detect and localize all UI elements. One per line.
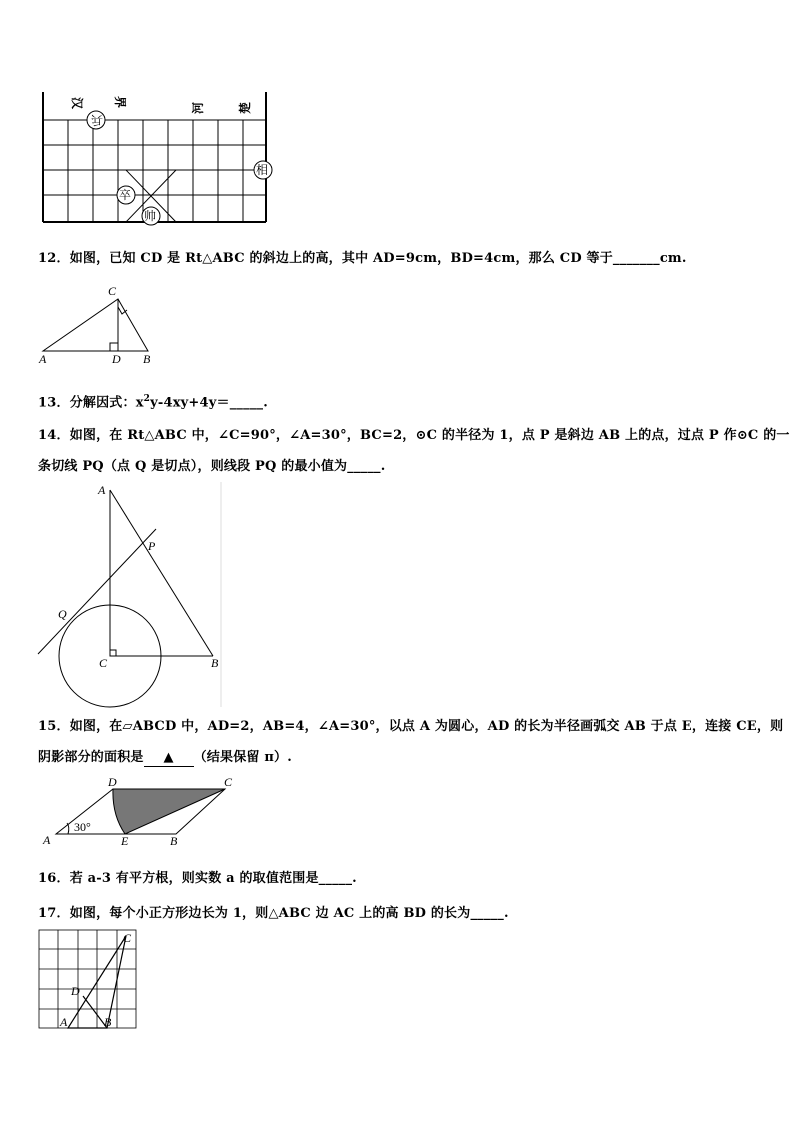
question-14-line2: 条切线 PQ（点 Q 是切点），则线段 PQ 的最小值为_____. (38, 459, 386, 474)
q15-line2-pre: 阴影部分的面积是 (38, 750, 144, 765)
svg-text:兵: 兵 (90, 113, 103, 127)
river-char-chu: 楚 (238, 101, 252, 114)
q13-text-post: y-4xy+4y＝_____. (150, 395, 268, 411)
q14-label-B: B (211, 656, 219, 670)
q15-label-D: D (108, 775, 117, 789)
q15-parallelogram-figure (38, 775, 238, 850)
q17-label-D: D (71, 984, 80, 998)
piece-zu (117, 186, 135, 204)
q13-text-pre: 13．分解因式：x (38, 395, 144, 411)
svg-text:帅: 帅 (144, 209, 157, 223)
q17-label-A: A (60, 1015, 68, 1029)
question-14-line1: 14．如图，在 Rt△ABC 中，∠C=90°，∠A=30°，BC=2，⊙C 的半径为 1，点 P 是斜边 AB 上的点，过点 P 作⊙C 的一 (38, 428, 790, 443)
q14-label-C: C (99, 656, 108, 670)
river-char-han: 汉 (70, 97, 84, 110)
q17-label-C: C (123, 931, 132, 945)
q15-answer-blank[interactable]: ▲ (144, 750, 194, 767)
q12-triangle-figure (38, 283, 158, 365)
q15-label-E: E (121, 834, 129, 848)
piece-shuai (142, 207, 160, 225)
piece-xiang (254, 161, 272, 179)
question-13 (38, 391, 268, 411)
svg-text:相: 相 (256, 163, 269, 177)
q12-label-D: D (112, 352, 121, 366)
q14-label-Q: Q (58, 607, 67, 621)
q15-label-B: B (170, 834, 178, 848)
question-15-line1: 15．如图，在▱ABCD 中，AD=2，AB=4，∠A=30°，以点 A 为圆心，AD 的长为半径画弧交 AB 于点 E，连接 CE，则 (38, 719, 784, 734)
q17-label-B: B (104, 1015, 112, 1029)
q12-label-C: C (108, 284, 117, 298)
q15-label-A: A (43, 833, 51, 847)
river-char-he: 河 (191, 101, 205, 114)
question-17: 17．如图，每个小正方形边长为 1，则△ABC 边 AC 上的高 BD 的长为_____. (38, 906, 509, 921)
chess-board-figure (38, 92, 278, 227)
q14-circle-figure (38, 482, 223, 707)
q15-line2-post: （结果保留 π）. (193, 750, 292, 765)
question-12: 12．如图，已知 CD 是 Rt△ABC 的斜边上的高，其中 AD=9cm，BD=4cm，那么 CD 等于_______cm. (38, 251, 687, 266)
q12-label-A: A (39, 352, 47, 366)
q13-exponent: 2 (143, 394, 151, 404)
question-15-line2 (38, 750, 292, 767)
svg-text:卒: 卒 (119, 188, 132, 202)
river-char-jie: 界 (113, 96, 127, 109)
q14-label-A: A (98, 483, 106, 497)
q17-grid-figure (38, 929, 138, 1031)
q15-label-angle: 30° (74, 820, 91, 834)
piece-bing (87, 111, 105, 129)
q14-label-P: P (148, 539, 156, 553)
q12-label-B: B (143, 352, 151, 366)
question-16: 16．若 a-3 有平方根，则实数 a 的取值范围是_____. (38, 871, 357, 886)
q15-label-C: C (224, 775, 233, 789)
